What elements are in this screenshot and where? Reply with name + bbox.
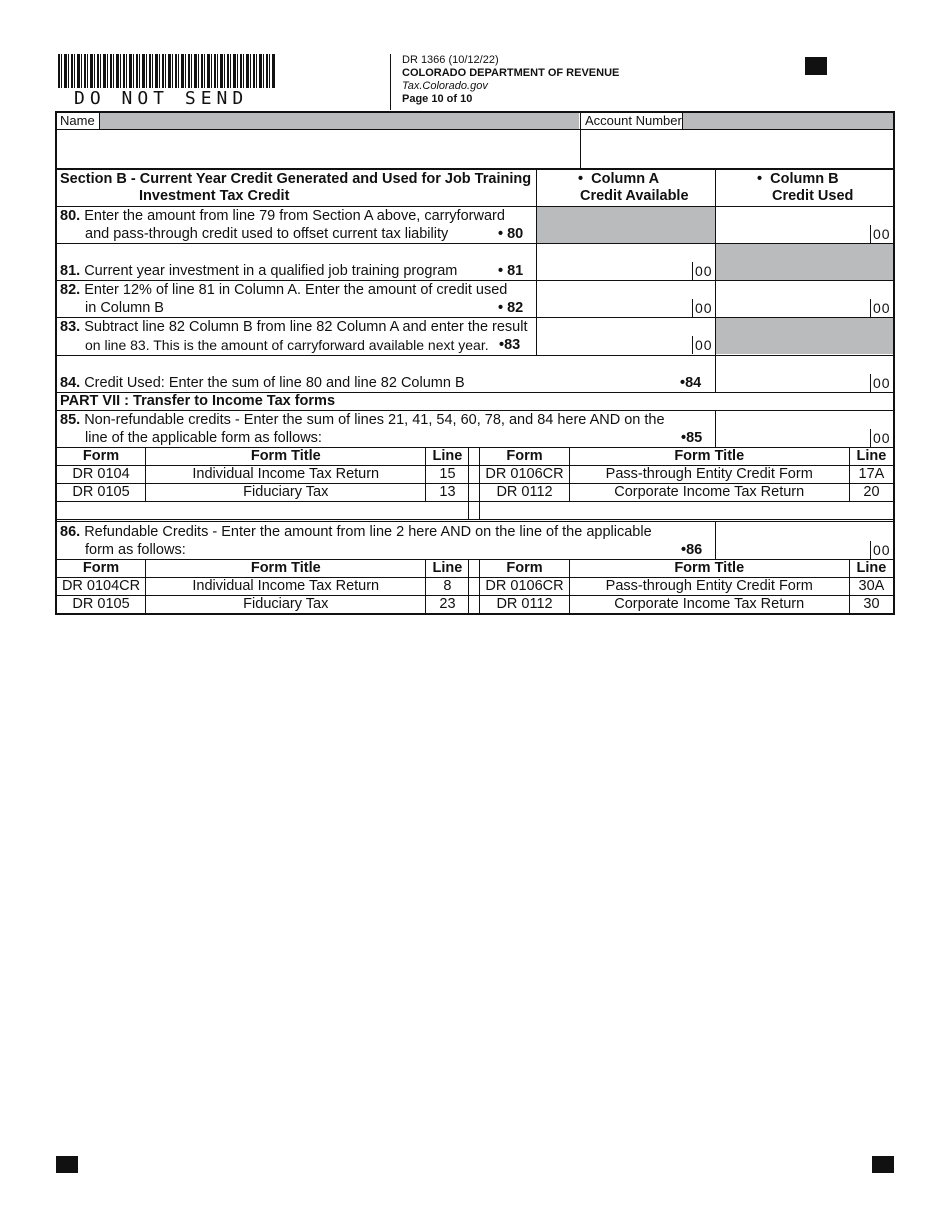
line83-cents: 00 bbox=[692, 336, 715, 354]
line82-marker: • 82 bbox=[498, 300, 524, 316]
table-cell: Pass-through Entity Credit Form bbox=[569, 466, 849, 484]
line82-col-a-input[interactable] bbox=[538, 282, 692, 316]
department-name: COLORADO DEPARTMENT OF REVENUE bbox=[402, 67, 620, 79]
header-divider bbox=[390, 54, 391, 110]
line80-cents: 00 bbox=[870, 225, 893, 243]
table-cell: 23 bbox=[426, 596, 469, 614]
table85-header-form: Form bbox=[57, 448, 146, 466]
line83-col-b-shaded bbox=[716, 318, 893, 354]
line80-col-a-shaded bbox=[537, 207, 715, 243]
column-b-title: • Column B bbox=[757, 171, 839, 187]
table85-header-line-r: Line bbox=[849, 448, 893, 466]
line84-input[interactable] bbox=[717, 357, 869, 391]
table-cell: 20 bbox=[849, 484, 893, 502]
line84-text: 84. Credit Used: Enter the sum of line 80 and line 82 Column B bbox=[60, 375, 465, 391]
table-cell: DR 0112 bbox=[480, 596, 569, 614]
line80-text2: and pass-through credit used to offset current tax liability bbox=[85, 226, 449, 242]
table85-header-form-r: Form bbox=[480, 448, 569, 466]
table-cell: Fiduciary Tax bbox=[146, 596, 426, 614]
account-label-bar bbox=[683, 113, 893, 129]
line85-form-table bbox=[56, 447, 894, 520]
table-cell: Individual Income Tax Return bbox=[146, 578, 426, 596]
line85-marker: •85 bbox=[681, 430, 703, 446]
column-b-subtitle: Credit Used bbox=[772, 188, 854, 204]
table-cell: Pass-through Entity Credit Form bbox=[569, 578, 849, 596]
line81-marker: • 81 bbox=[498, 263, 524, 279]
account-number-label: Account Number bbox=[585, 113, 682, 128]
line82-col-b-cents: 00 bbox=[870, 299, 893, 317]
table85-header-title: Form Title bbox=[146, 448, 426, 466]
line82-text2: in Column B bbox=[85, 300, 164, 316]
line86-text: 86. Refundable Credits - Enter the amount from line 2 here AND on the line of the applicable bbox=[60, 524, 652, 540]
table-row bbox=[57, 484, 894, 502]
table86-header-line: Line bbox=[426, 560, 469, 578]
registration-mark bbox=[805, 57, 827, 75]
line85-input[interactable] bbox=[717, 411, 869, 445]
line84-marker: •84 bbox=[680, 375, 702, 391]
table-cell: 8 bbox=[426, 578, 469, 596]
table85-header-line: Line bbox=[426, 448, 469, 466]
line81-col-a-input[interactable] bbox=[538, 245, 692, 279]
page-number: Page 10 of 10 bbox=[402, 93, 473, 105]
table-cell: DR 0104 bbox=[57, 466, 146, 484]
table-cell: 13 bbox=[426, 484, 469, 502]
line81-cents: 00 bbox=[692, 262, 715, 280]
table-cell: 30 bbox=[849, 596, 893, 614]
line83-col-a-input[interactable] bbox=[538, 319, 692, 353]
registration-mark-bottom-right bbox=[872, 1156, 894, 1173]
table-cell: DR 0105 bbox=[57, 484, 146, 502]
account-number-input[interactable] bbox=[583, 131, 891, 167]
form-id: DR 1366 (10/12/22) bbox=[402, 54, 499, 66]
table86-header-form: Form bbox=[57, 560, 146, 578]
table-cell bbox=[469, 578, 480, 596]
table-cell: Corporate Income Tax Return bbox=[569, 596, 849, 614]
table85-header-title-r: Form Title bbox=[569, 448, 849, 466]
name-input[interactable] bbox=[58, 131, 578, 167]
website: Tax.Colorado.gov bbox=[402, 80, 488, 92]
table-cell: DR 0106CR bbox=[480, 578, 569, 596]
table-cell bbox=[469, 448, 480, 466]
table-cell bbox=[480, 502, 894, 520]
table-cell bbox=[57, 502, 469, 520]
table-cell bbox=[469, 560, 480, 578]
table-cell: DR 0104CR bbox=[57, 578, 146, 596]
line85-text2: line of the applicable form as follows: bbox=[85, 430, 322, 446]
line86-marker: •86 bbox=[681, 542, 703, 558]
table86-header-title-r: Form Title bbox=[569, 560, 849, 578]
line83-text2: on line 83. This is the amount of carryforward available next year. bbox=[85, 337, 489, 353]
column-a-title: • Column A bbox=[578, 171, 660, 187]
table-cell: DR 0105 bbox=[57, 596, 146, 614]
line86-text2: form as follows: bbox=[85, 542, 186, 558]
name-label-bar bbox=[100, 113, 579, 129]
table-cell: Corporate Income Tax Return bbox=[569, 484, 849, 502]
part7-title: PART VII : Transfer to Income Tax forms bbox=[60, 393, 336, 409]
line86-cents: 00 bbox=[870, 541, 893, 559]
table-row bbox=[57, 596, 894, 614]
table86-header-form-r: Form bbox=[480, 560, 569, 578]
name-label: Name bbox=[60, 113, 95, 128]
table-cell bbox=[469, 596, 480, 614]
line81-col-b-shaded bbox=[716, 244, 893, 280]
table-cell bbox=[469, 502, 480, 520]
table-cell: 15 bbox=[426, 466, 469, 484]
line85-text: 85. Non-refundable credits - Enter the sum of lines 21, 41, 54, 60, 78, and 84 here AND on the bbox=[60, 412, 665, 428]
section-b-title: Section B - Current Year Credit Generated and Used for Job Training bbox=[60, 171, 532, 187]
table-cell bbox=[469, 466, 480, 484]
line86-form-table bbox=[56, 559, 894, 614]
table86-header-line-r: Line bbox=[849, 560, 893, 578]
barcode bbox=[58, 54, 276, 88]
column-a-subtitle: Credit Available bbox=[580, 188, 689, 204]
line80-col-b-input[interactable] bbox=[717, 208, 869, 242]
registration-mark-bottom-left bbox=[56, 1156, 78, 1173]
line82-col-b-input[interactable] bbox=[717, 282, 869, 316]
table86-header-title: Form Title bbox=[146, 560, 426, 578]
section-b-title-line2: Investment Tax Credit bbox=[139, 188, 290, 204]
table-cell: DR 0112 bbox=[480, 484, 569, 502]
line83-marker: •83 bbox=[499, 337, 521, 353]
line81-text: 81. Current year investment in a qualified job training program bbox=[60, 263, 458, 279]
table-cell: Individual Income Tax Return bbox=[146, 466, 426, 484]
line80-text: 80. Enter the amount from line 79 from Section A above, carryforward bbox=[60, 208, 505, 224]
table-row bbox=[57, 578, 894, 596]
table-cell: 17A bbox=[849, 466, 893, 484]
table-cell: DR 0106CR bbox=[480, 466, 569, 484]
line85-cents: 00 bbox=[870, 429, 893, 447]
line82-text: 82. Enter 12% of line 81 in Column A. Enter the amount of credit used bbox=[60, 282, 508, 298]
line86-input[interactable] bbox=[717, 523, 869, 557]
line84-cents: 00 bbox=[870, 374, 893, 392]
table-row bbox=[57, 466, 894, 484]
line82-col-a-cents: 00 bbox=[692, 299, 715, 317]
line83-text: 83. Subtract line 82 Column B from line 82 Column A and enter the result bbox=[60, 319, 528, 335]
table-cell bbox=[469, 484, 480, 502]
do-not-send-caption: DO NOT SEND bbox=[74, 88, 249, 109]
table-cell: 30A bbox=[849, 578, 893, 596]
table-cell: Fiduciary Tax bbox=[146, 484, 426, 502]
line80-marker: • 80 bbox=[498, 226, 524, 242]
